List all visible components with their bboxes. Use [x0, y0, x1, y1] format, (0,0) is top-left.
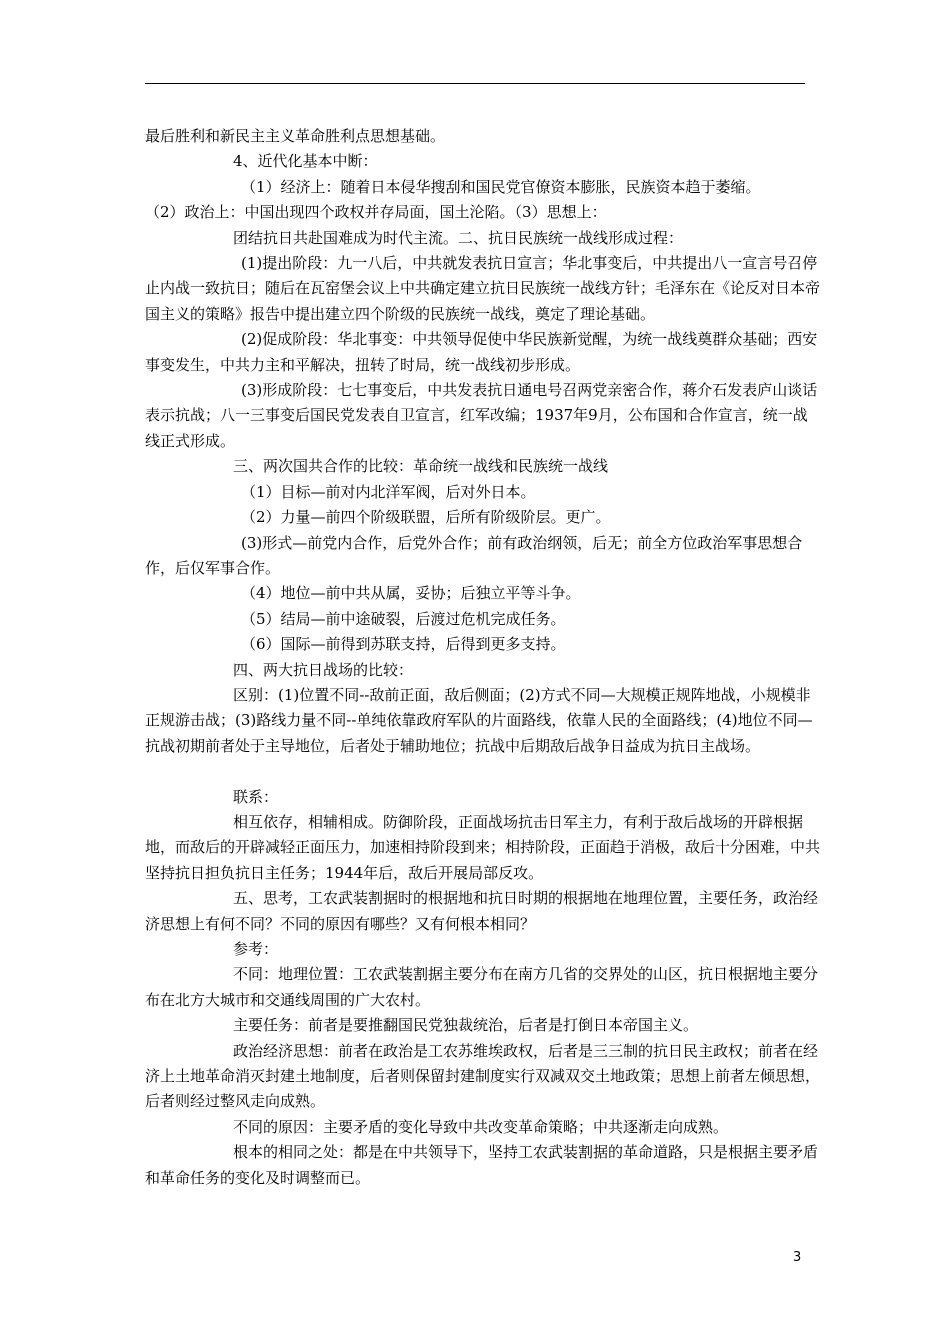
paragraph: 不同：地理位置：工农武装割据主要分布在南方几省的交界处的山区，抗日根据地主要分布在北方大城市和交通线周围的广大农村。	[145, 965, 819, 1009]
paragraph: 相互依存，相辅相成。防御阶段，正面战场抗击日军主力，有利于敌后战场的开辟根据地，而敌后的开辟减轻正面压力，加速相持阶段到来；相持阶段，正面趋于消极，敌后十分困难，中共坚持抗日担负抗日主任务；1944年后，敌后开展局部反攻。	[145, 812, 821, 882]
paragraph: 联系：	[233, 787, 279, 806]
heading-reflection: 五、思考，工农武装割据时的根据地和抗日时期的根据地在地理位置，主要任务，政治经济思想上有何不同？不同的原因有哪些？又有何根本相同？	[145, 889, 819, 933]
paragraph: 政治经济思想：前者在政治是工农苏维埃政权，后者是三三制的抗日民主政权；前者在经济上土地革命消灭封建土地制度，后者则保留封建制度实行双减双交土地政策；思想上前者左倾思想，后者则经过整风走向成熟。	[145, 1041, 821, 1111]
page-number: 3	[793, 1250, 802, 1265]
paragraph: (1)提出阶段：九一八后，中共就发表抗日宣言；华北事变后，中共提出八一宣言号召停止内战一致抗日；随后在瓦窑堡会议上中共确定建立抗日民族统一战线方针；毛泽东在《论反对日本帝国主义的策略》报告中提出建立四个阶级的民族统一战线，奠定了理论基础。	[145, 254, 821, 323]
list-item: (3)形式—前党内合作，后党外合作；前有政治纲领，后无；前全方位政治军事思想合作，后仅军事合作。	[145, 533, 803, 577]
heading-cooperation-comparison: 三、两次国共合作的比较：革命统一战线和民族统一战线	[233, 457, 609, 476]
paragraph: 参考：	[233, 939, 279, 958]
list-item: （1）目标—前对内北洋军阀，后对外日本。	[241, 482, 536, 501]
list-item: （6）国际—前得到苏联支持，后得到更多支持。	[241, 635, 566, 654]
header-rule	[145, 83, 805, 84]
list-item: （5）结局—前中途破裂，后渡过危机完成任务。	[241, 609, 566, 628]
list-item: （4）地位—前中共从属，妥协；后独立平等斗争。	[241, 584, 581, 603]
heading-modernization-interrupted: 4、近代化基本中断：	[233, 152, 378, 171]
paragraph: 根本的相同之处：都是在中共领导下，坚持工农武装割据的革命道路，只是根据主要矛盾和革命任务的变化及时调整而已。	[145, 1143, 819, 1187]
paragraph: 团结抗日共赴国难成为时代主流。二、抗日民族统一战线形成过程：	[233, 228, 684, 247]
heading-battlefields-comparison: 四、两大抗日战场的比较：	[233, 660, 414, 679]
list-item: （2）力量—前四个阶级联盟，后所有阶级阶层。更广。	[241, 508, 611, 527]
paragraph: （1）经济上：随着日本侵华搜刮和国民党官僚资本膨胀，民族资本趋于萎缩。	[241, 177, 761, 196]
blank-line	[145, 759, 820, 784]
paragraph: (2)促成阶段：华北事变：中共领导促使中华民族新觉醒，为统一战线奠群众基础；西安事变发生，中共力主和平解决，扭转了时局，统一战线初步形成。	[145, 330, 818, 374]
paragraph: （2）政治上：中国出现四个政权并存局面，国土沦陷。（3）思想上：	[145, 203, 607, 222]
paragraph: 区别：(1)位置不同--敌前正面，敌后侧面；(2)方式不同—大规模正规阵地战，小规模非正规游击战；(3)路线力量不同--单纯依靠政府军队的片面路线，依靠人民的全面路线；(4)地位不同—抗战初期前者处于主导地位，后者处于辅助地位；抗战中后期敌后战争日益成为抗日主战场。	[145, 685, 813, 755]
document-body	[145, 124, 820, 1191]
paragraph: 最后胜利和新民主主义革命胜利点思想基础。	[145, 127, 446, 145]
paragraph: 不同的原因：主要矛盾的变化导致中共改变革命策略；中共逐渐走向成熟。	[233, 1117, 729, 1136]
paragraph: 主要任务：前者是要推翻国民党独裁统治，后者是打倒日本帝国主义。	[233, 1016, 699, 1035]
paragraph: (3)形成阶段：七七事变后，中共发表抗日通电号召两党亲密合作，蒋介石发表庐山谈话表示抗战；八一三事变后国民党发表自卫宣言，红军改编；1937年9月，公布国和合作宣言，统一战线正式形成。	[145, 381, 818, 450]
